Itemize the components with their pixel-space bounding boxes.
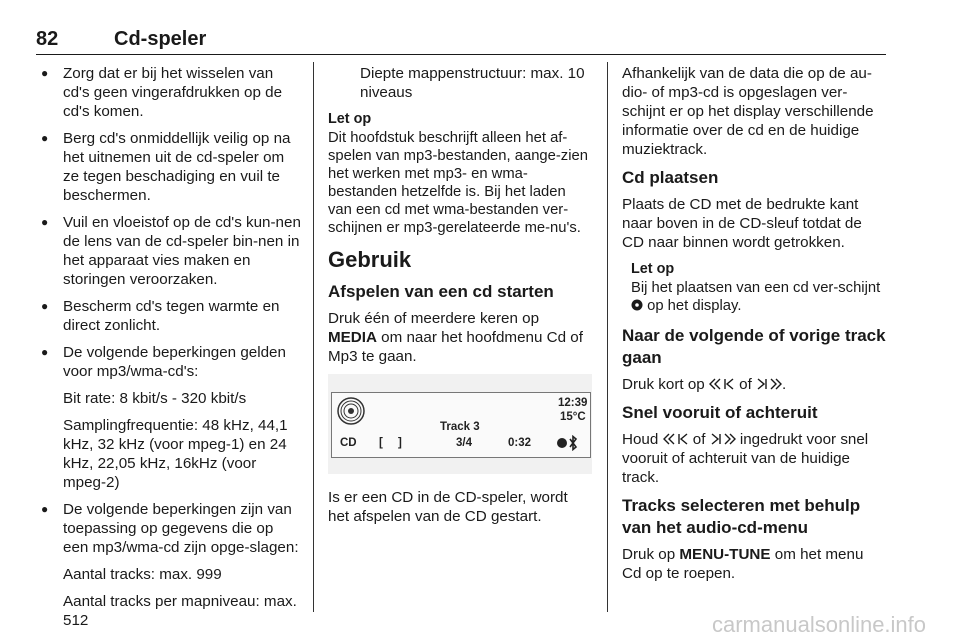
limit-folder-depth: Diepte mappenstructuur: max. 10 niveaus [360,65,585,101]
column-divider [313,62,314,612]
page-header [36,26,886,55]
rewind-icon [663,433,689,445]
next-track-icon [756,378,782,390]
media-key: MEDIA [328,329,377,346]
track-menu-title: Tracks selecteren met behulp van het audio-cd-menu [622,496,861,537]
cd-indicator-icon [631,299,643,311]
temperature: 15°C [560,411,586,423]
list-item: ● De volgende beperkingen zijn van toepassing op gegevens die op een mp3/wma-cd zijn opge-slagen: [40,500,302,557]
limit-sampling: Samplingfrequentie: 48 kHz, 44,1 kHz, 32 kHz (voor mpeg-1) en 24 kHz, 22,05 kHz, 16kHz (voor mpeg-2) [63,417,288,491]
cd-care-list [40,64,302,381]
note-title: Let op [328,111,372,127]
display-screen [331,392,591,458]
bluetooth-icon [556,435,580,451]
page-number: 82 [36,28,59,50]
subsection-title: Afspelen van een cd starten [328,282,554,301]
list-item: ● Zorg dat er bij het wisselen van cd's geen vingerafdrukken op de cd's komen. [40,64,302,121]
column-2 [328,64,592,534]
insert-cd-text: Plaats de CD met de bedrukte kant naar boven in de CD-sleuf totdat de CD naar binnen wordt getrokken. [622,196,862,251]
note-title: Let op [631,261,675,277]
note-box [622,260,886,315]
insert-cd-title: Cd plaatsen [622,168,719,187]
fast-forward-text: Houd of ingedrukt voor snel vooruit of achteruit van de huidige track. [622,431,869,486]
chapter-title: Cd-speler [114,28,207,50]
clock: 12:39 [558,397,588,409]
fast-forward-icon [710,433,736,445]
limit-tracks-per-folder: Aantal tracks per mapniveau: max. 512 [63,593,297,629]
instruction-text: Druk één of meerdere keren op MEDIA om naar het hoofdmenu Cd of Mp3 te gaan. [328,310,583,365]
data-limits-list [40,500,302,557]
menu-tune-key: MENU-TUNE [679,546,771,563]
track-menu-text: Druk op MENU-TUNE om het menu Cd op te roepen. [622,546,864,582]
next-track-text: Druk kort op of . [622,376,787,393]
list-item: ● Vuil en vloeistof op de cd's kun-nen de lens van de cd-speler bin-nen in het apparaat vies maken en storingen veroorzaken. [40,213,302,289]
cd-display-illustration [328,374,592,474]
note-text: Dit hoofdstuk beschrijft alleen het af-spelen van mp3-bestanden, aange-zien het werken met mp3- en wma-bestanden hetzelfde is. Bij het laden van een cd met wma-bestanden ver-schijnen er mp3-gerelateerde me-nu's. [328,130,588,236]
fast-forward-title: Snel vooruit of achteruit [622,403,818,422]
list-item: ● Berg cd's onmiddellijk veilig op na het uitnemen uit de cd-speler om ze tegen beschadiging en vuil te beschermen. [40,129,302,205]
intro-text: Afhankelijk van de data die op de au-dio- of mp3-cd is opgeslagen ver-schijnt er op het display verschillende informatie over de cd en de huidige muziektrack. [622,65,874,158]
limit-bitrate: Bit rate: 8 kbit/s - 320 kbit/s [63,390,247,407]
note-text: Bij het plaatsen van een cd ver-schijnt op het display. [631,280,881,314]
cd-icon [336,396,366,426]
elapsed-time: 0:32 [508,437,532,449]
limit-tracks: Aantal tracks: max. 999 [63,566,222,583]
track-label: Track 3 [440,421,480,433]
next-track-title: Naar de volgende of vorige track gaan [622,326,886,367]
source-label: CD [340,437,357,449]
list-item: ● Bescherm cd's tegen warmte en direct zonlicht. [40,297,302,335]
section-title: Gebruik [328,247,412,272]
folder-brackets: [ ] [379,437,408,449]
column-3 [622,64,886,591]
caption-text: Is er een CD in de CD-speler, wordt het afspelen van de CD gestart. [328,489,568,525]
previous-track-icon [709,378,735,390]
track-count: 3/4 [456,437,472,449]
column-1 [40,64,302,638]
column-divider [607,62,608,612]
watermark: carmanualsonline.info [712,612,927,637]
list-item: ● De volgende beperkingen gelden voor mp3/wma-cd's: [40,343,302,381]
